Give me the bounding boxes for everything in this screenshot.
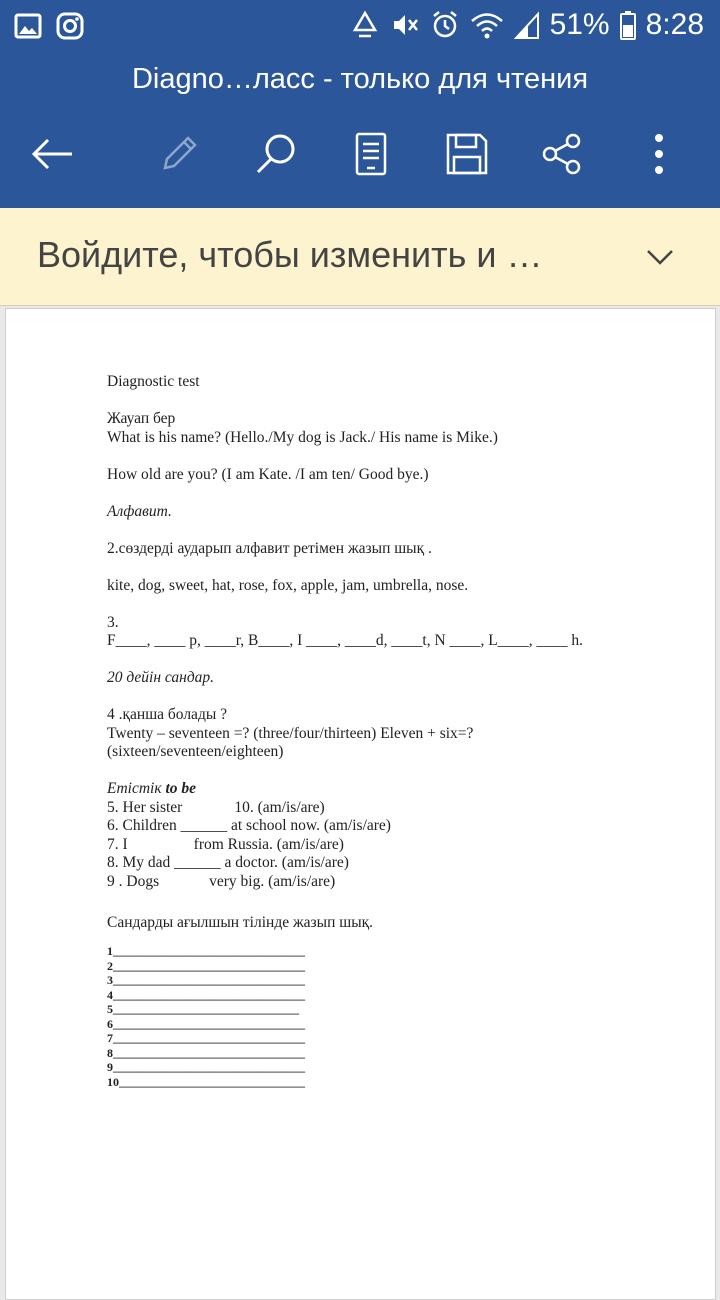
mute-icon	[390, 10, 420, 40]
answer-line: 7________________________________	[107, 1031, 305, 1045]
clock: 8:28	[645, 8, 704, 41]
save-button[interactable]	[431, 118, 503, 190]
answer-line: 2________________________________	[107, 958, 305, 973]
question-7	[107, 836, 667, 855]
answer-line: 1________________________________	[107, 944, 305, 958]
answer-line: 8________________________________	[107, 1045, 305, 1060]
gallery-icon	[14, 12, 42, 40]
sign-in-banner[interactable]	[0, 208, 720, 306]
alarm-icon	[430, 10, 460, 40]
question-5	[107, 799, 667, 818]
search-icon	[254, 132, 298, 176]
back-button[interactable]	[16, 118, 88, 190]
section-heading: Жауап бер	[107, 410, 176, 427]
wifi-icon	[470, 10, 504, 40]
answer-line: 6________________________________	[107, 1016, 305, 1031]
recycle-icon	[350, 10, 380, 40]
toolbar	[0, 118, 720, 194]
more-icon	[653, 132, 665, 176]
edit-button[interactable]	[143, 118, 215, 190]
question-2: How old are you? (I am Kate. /I am ten/ Good bye.)	[107, 465, 429, 483]
numbers-task: Сандарды ағылшын тілінде жазып шық.	[107, 913, 374, 931]
chevron-down-icon[interactable]	[640, 242, 680, 272]
search-button[interactable]	[240, 118, 312, 190]
document-body	[107, 373, 667, 1089]
task-3-letters: F____, ____ p, ____r, B____, I ____, ____d, ____t, N ____, L____, ____ h.	[107, 632, 584, 649]
save-icon	[445, 132, 489, 176]
pencil-icon	[157, 132, 201, 176]
verb-heading-to-be: to be	[165, 780, 197, 797]
instagram-icon	[56, 12, 84, 40]
question-9-start: 9 . Dogs	[107, 872, 160, 890]
task-4-line-2: (sixteen/seventeen/eighteen)	[107, 743, 284, 760]
question-5-end: 10. (am/is/are)	[234, 798, 325, 816]
task-4: 4 .қанша болады ?	[107, 706, 227, 723]
document-title: Diagno…ласс - только для чтения	[131, 63, 589, 95]
task-3-number: 3.	[107, 613, 119, 631]
app-bar	[0, 0, 720, 208]
signal-icon	[514, 10, 540, 40]
verb-heading-word: Етістік	[107, 780, 166, 797]
banner-text: Войдите, чтобы изменить и …	[37, 234, 543, 275]
answer-line: 5_______________________________	[107, 1002, 299, 1016]
question-8: 8. My dad ______ a doctor. (am/is/are)	[107, 854, 349, 871]
question-9-end: very big. (am/is/are)	[209, 872, 336, 890]
word-list: kite, dog, sweet, hat, rose, fox, apple, jam, umbrella, nose.	[107, 576, 469, 594]
answer-line: 10_______________________________	[107, 1074, 305, 1089]
doc-title: Diagnostic test	[107, 373, 200, 390]
answer-line: 3________________________________	[107, 973, 305, 987]
battery-icon	[620, 10, 636, 40]
answer-line: 4________________________________	[107, 987, 305, 1002]
numbers-heading: 20 дейін сандар.	[107, 669, 215, 686]
reading-view-icon	[354, 132, 388, 176]
battery-percent: 51%	[549, 8, 610, 41]
document-page[interactable]	[5, 308, 716, 1300]
question-7-start: 7. I	[107, 835, 128, 853]
answer-line: 9________________________________	[107, 1060, 305, 1074]
more-options-button[interactable]	[623, 118, 695, 190]
verb-heading	[107, 780, 667, 799]
question-1: What is his name? (Hello./My dog is Jack./ His name is Mike.)	[107, 428, 498, 446]
share-icon	[540, 132, 584, 176]
question-7-end: from Russia. (am/is/are)	[193, 835, 344, 853]
alphabet-heading: Алфавит.	[107, 502, 172, 520]
answer-lines	[107, 944, 667, 1089]
task-4-line-1: Twenty – seventeen =? (three/four/thirteen) Eleven + six=?	[107, 724, 474, 742]
question-9	[107, 873, 667, 892]
status-bar	[0, 0, 720, 56]
share-button[interactable]	[526, 118, 598, 190]
back-arrow-icon	[30, 136, 74, 172]
task-2: 2.сөздерді аударып алфавит ретімен жазып шық .	[107, 539, 432, 557]
question-5-start: 5. Her sister	[107, 798, 183, 816]
question-6: 6. Children ______ at school now. (am/is/are)	[107, 817, 391, 834]
reading-view-button[interactable]	[335, 118, 407, 190]
